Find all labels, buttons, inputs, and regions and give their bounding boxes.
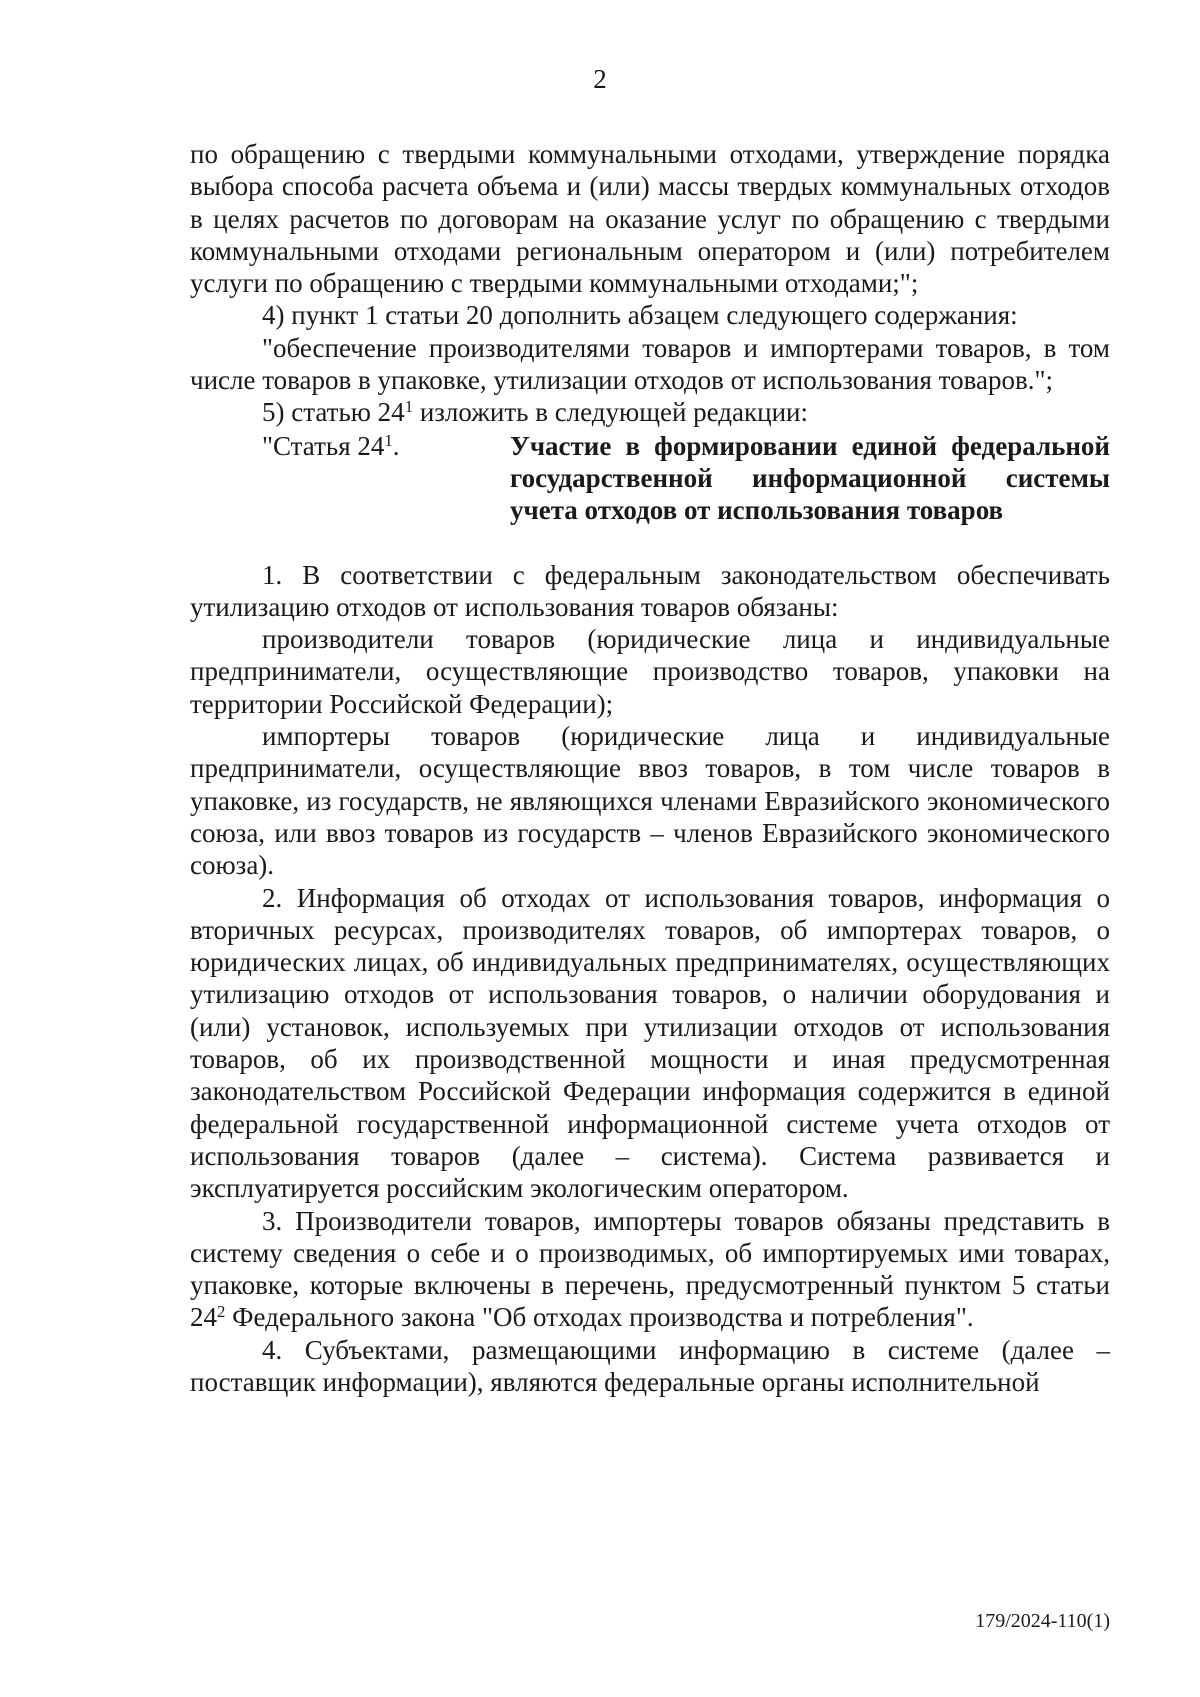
text-run: изложить в следующей редакции: [413, 397, 808, 428]
paragraph: 4) пункт 1 статьи 20 дополнить абзацем следующего содержания: [262, 300, 1018, 331]
paragraph: 2. Информация об отходах от использования товаров, информация о вторичных ресурсах, производителях товаров, об импортерах товаров, о юридических лицах, об индивидуальных предпринимателях, осуществляющих утилизацию отходов от использования товаров, о наличии оборудования и (или) установок, используемых при утилизации отходов от использования товаров, об их производственной мощности и иная предусмотренная законодательством Российской Федерации информация содержится в единой федеральной государственной информационной системе учета отходов от использования товаров (далее – система). Система развивается и эксплуатируется российским экологическим оператором. [190, 882, 1110, 1204]
text-run: Федерального закона "Об отходах производства и потребления". [225, 1302, 974, 1333]
article-heading [190, 430, 1110, 527]
superscript: 2 [217, 1302, 226, 1322]
paragraph: производители товаров (юридические лица и индивидуальные предприниматели, осуществляющие производство товаров, упаковки на территории Российской Федерации); [190, 624, 1110, 719]
text-run: 5) статью 24 [262, 397, 405, 428]
paragraph: 4. Субъектами, размещающими информацию в системе (далее – поставщик информации), являются федеральные органы исполнительной [190, 1334, 1110, 1397]
paragraph: 1. В соответствии с федеральным законодательством обеспечивать утилизацию отходов от использования товаров обязаны: [190, 559, 1110, 622]
spacer [190, 527, 1110, 559]
paragraph: импортеры товаров (юридические лица и индивидуальные предприниматели, осуществляющие ввоз товаров, в том числе товаров в упаковке, из государств, не являющихся членами Евразийского экономического союза, или ввоз товаров из государств – членов Евразийского экономического союза). [190, 721, 1110, 881]
text-run: . [392, 430, 400, 461]
article-label [190, 430, 502, 527]
paragraph: "обеспечение производителями товаров и импортерами товаров, в том числе товаров в упаковке, утилизации отходов от использования товаров."; [190, 332, 1110, 396]
article-title: Участие в формировании единой федеральной государственной информационной системы учета отходов от использования товаров [510, 430, 1110, 526]
superscript: 1 [384, 430, 393, 450]
paragraph [190, 1205, 1110, 1334]
document-body [190, 138, 1110, 1398]
document-code: 179/2024-110(1) [975, 1610, 1110, 1632]
page-number: 2 [593, 64, 607, 94]
text-run: 3. Производители товаров, импортеры товаров обязаны представить в систему сведения о себе и о производимых, об импортируемых ими товарах, упаковке, которые включены в перечень, предусмотренный пунктом 5 статьи 24 [190, 1205, 1110, 1333]
superscript: 1 [404, 397, 414, 417]
paragraph: по обращению с твердыми коммунальными отходами, утверждение порядка выбора способа расчета объема и (или) массы твердых коммунальных отходов в целях расчетов по договорам на оказание услуг по обращению с твердыми коммунальными отходами региональным оператором и (или) потребителем услуги по обращению с твердыми коммунальными отходами;"; [190, 139, 1110, 299]
paragraph [190, 396, 1110, 428]
text-run: "Статья 24 [262, 430, 385, 461]
